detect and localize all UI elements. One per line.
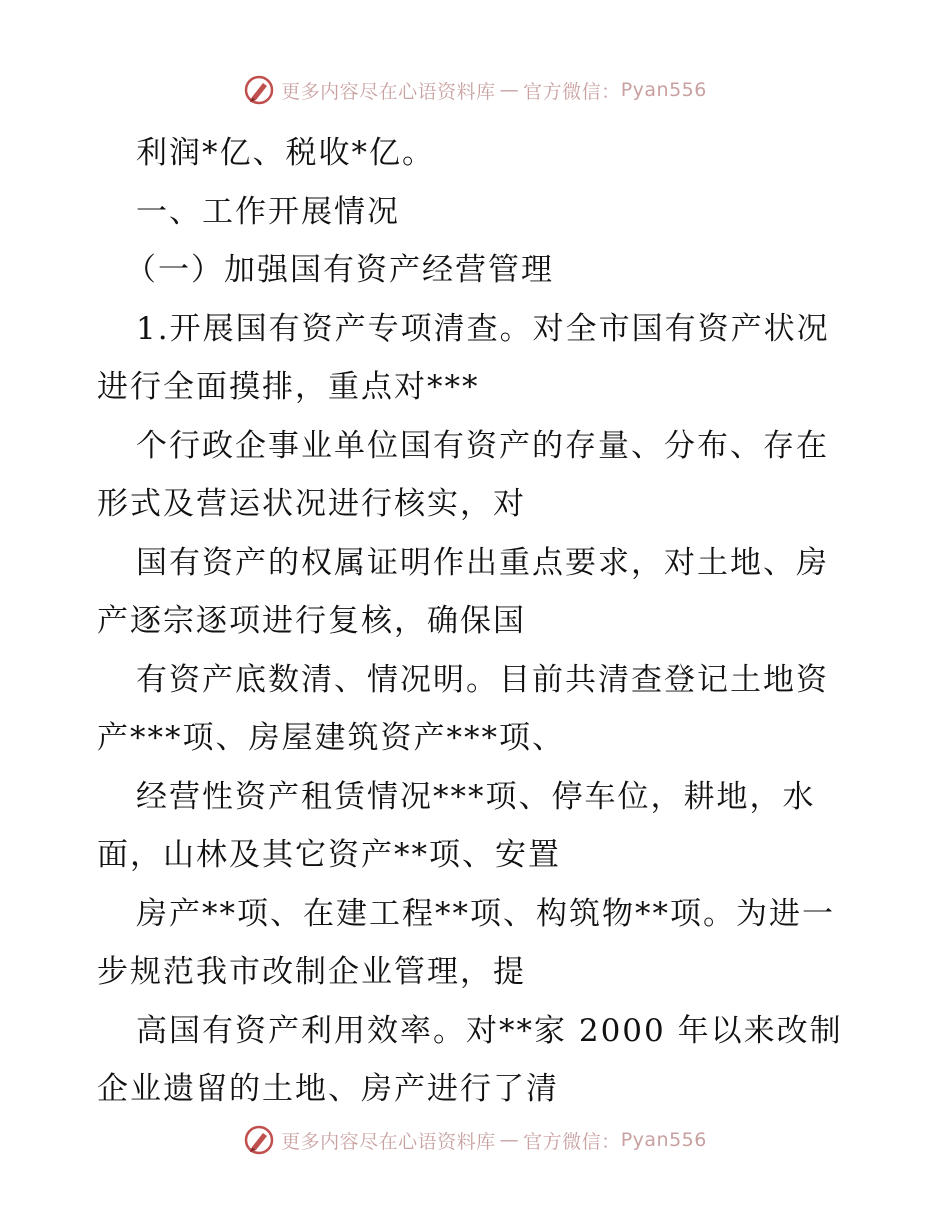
- body-line-7: 形式及营运状况进行核实，对: [97, 486, 526, 522]
- body-line-1: 利润*亿、税收*亿。: [136, 135, 435, 171]
- body-line-6: 个行政企事业单位国有资产的存量、分布、存在: [136, 427, 829, 464]
- watermark-footer: [0, 1120, 950, 1160]
- body-line-13: 面，山林及其它资产**项、安置: [97, 837, 561, 873]
- watermark-label: 官方微信：: [523, 80, 621, 103]
- body-line-10: 有资产底数清、情况明。目前共清查登记土地资: [136, 661, 829, 698]
- body-line-15: 步规范我市改制企业管理，提: [97, 954, 526, 990]
- watermark-handle: Pyan556: [620, 1129, 707, 1151]
- watermark-header: [0, 70, 950, 110]
- body-line-17: 企业遗留的土地、房产进行了清: [97, 1071, 559, 1107]
- watermark-separator: —: [499, 79, 520, 101]
- section-heading: 一、工作开展情况: [136, 193, 400, 230]
- body-line-16: 高国有资产利用效率。对**家 2000 年以来改制: [136, 1012, 843, 1049]
- body-line-8: 国有资产的权属证明作出重点要求，对土地、房: [136, 544, 829, 581]
- body-line-12: 经营性资产租赁情况***项、停车位，耕地，水: [136, 778, 816, 815]
- pen-logo-icon: [243, 74, 275, 106]
- subsection-heading: （一）加强国有资产经营管理: [125, 252, 554, 288]
- body-line-11: 产***项、房屋建筑资产***项、: [97, 720, 565, 756]
- body-line-5: 进行全面摸排，重点对***: [97, 369, 480, 405]
- pen-logo-icon: [243, 1124, 275, 1156]
- watermark-prefix: 更多内容尽在心语资料库: [281, 1130, 496, 1153]
- document-body: [97, 124, 857, 1119]
- watermark-separator: —: [499, 1129, 520, 1151]
- body-line-9: 产逐宗逐项进行复核，确保国: [97, 603, 526, 639]
- watermark-handle: Pyan556: [620, 79, 707, 101]
- body-line-14: 房产**项、在建工程**项、构筑物**项。为进一: [136, 895, 835, 932]
- watermark-label: 官方微信：: [523, 1130, 621, 1153]
- watermark-prefix: 更多内容尽在心语资料库: [281, 80, 496, 103]
- body-line-4: 1.开展国有资产专项清查。对全市国有资产状况: [136, 310, 830, 347]
